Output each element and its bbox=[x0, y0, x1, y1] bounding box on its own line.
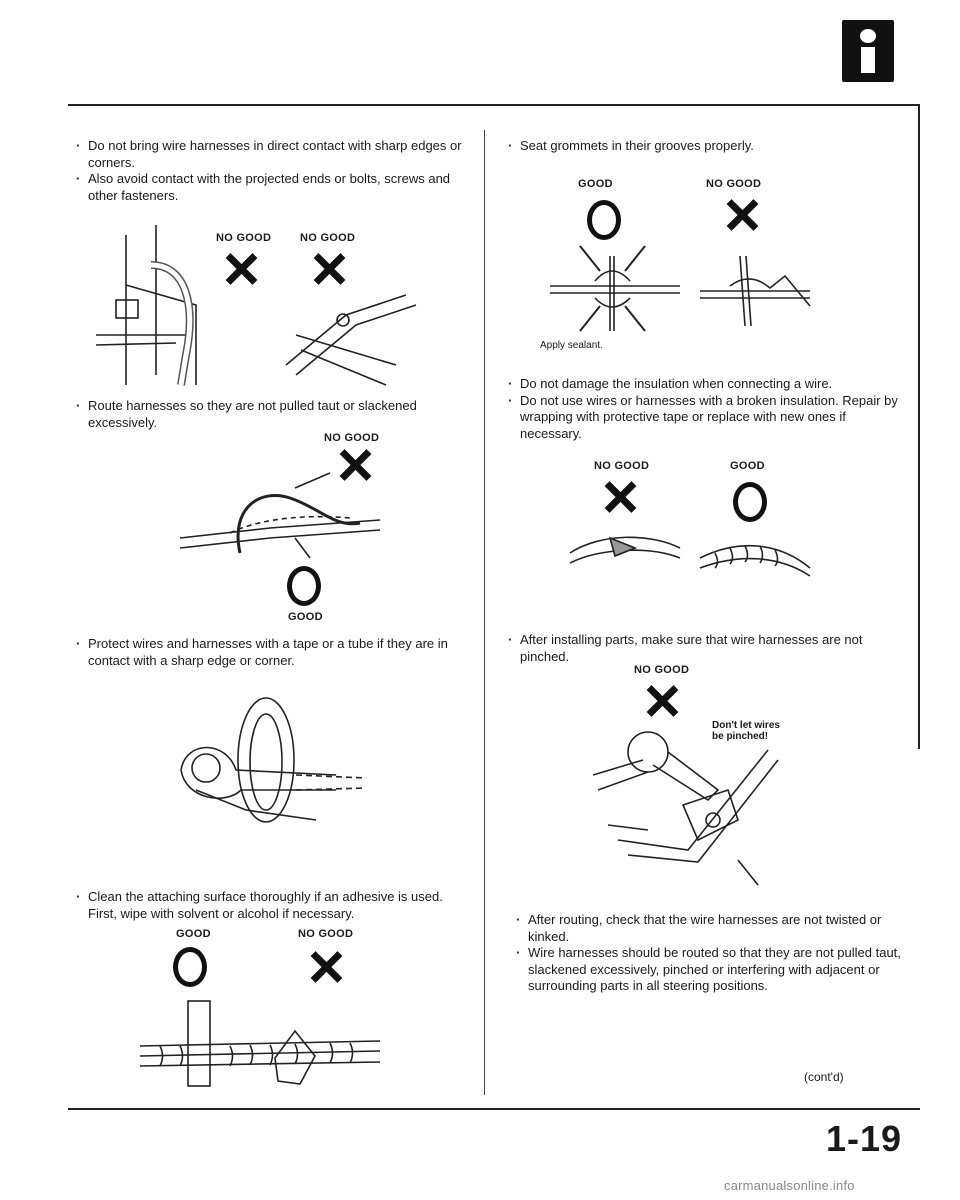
good-o-icon bbox=[587, 200, 621, 240]
good-label: GOOD bbox=[730, 460, 765, 472]
top-rule bbox=[68, 104, 920, 106]
no-good-label: NO GOOD bbox=[216, 232, 272, 244]
right-block1-text bbox=[508, 138, 898, 155]
page-number: 1-19 bbox=[826, 1118, 903, 1159]
left-block4-text bbox=[76, 889, 466, 922]
insulation-illustration bbox=[560, 518, 820, 578]
bottom-rule bbox=[68, 1108, 920, 1110]
footer-watermark-url: carmanualsonline.info bbox=[724, 1178, 855, 1193]
bullet-item: · After installing parts, make sure that wire harnesses are not pinched. bbox=[508, 632, 898, 665]
no-good-x-icon bbox=[645, 684, 679, 718]
left-block3-text bbox=[76, 636, 466, 669]
sharp-edge-illustration bbox=[96, 225, 426, 390]
apply-sealant-caption: Apply sealant. bbox=[540, 340, 603, 351]
harness-tension-illustration bbox=[170, 468, 390, 568]
no-good-label: NO GOOD bbox=[300, 232, 356, 244]
tube-protection-illustration bbox=[166, 690, 386, 840]
left-block2-text bbox=[76, 398, 466, 431]
bullet-item: · Do not use wires or harnesses with a broken insulation. Repair by wrapping with protective tape or replace with new ones if necessary. bbox=[508, 393, 903, 443]
bullet-item: · Protect wires and harnesses with a tape or a tube if they are in contact with a sharp edge or corner. bbox=[76, 636, 466, 669]
bullet-item: · Do not damage the insulation when connecting a wire. bbox=[508, 376, 903, 393]
bullet-item: · After routing, check that the wire harnesses are not twisted or kinked. bbox=[516, 912, 906, 945]
right-rule bbox=[918, 104, 920, 749]
adhesive-clamp-illustration bbox=[130, 996, 390, 1091]
good-o-icon bbox=[287, 566, 321, 606]
pinched-harness-illustration bbox=[588, 730, 788, 890]
left-block1-text bbox=[76, 138, 466, 204]
no-good-label: NO GOOD bbox=[324, 432, 380, 444]
good-label: GOOD bbox=[288, 611, 323, 623]
right-block3-text bbox=[508, 632, 898, 665]
bullet-item: · Seat grommets in their grooves properly. bbox=[508, 138, 898, 155]
good-label: GOOD bbox=[578, 178, 613, 190]
no-good-label: NO GOOD bbox=[298, 928, 354, 940]
grommet-illustration bbox=[540, 236, 820, 336]
bullet-item: · Do not bring wire harnesses in direct contact with sharp edges or corners. bbox=[76, 138, 466, 171]
continued-label: (cont'd) bbox=[804, 1070, 844, 1084]
bullet-item: · Clean the attaching surface thoroughly if an adhesive is used. First, wipe with solvent or alcohol if necessary. bbox=[76, 889, 466, 922]
bullet-item: · Also avoid contact with the projected ends or bolts, screws and other fasteners. bbox=[76, 171, 466, 204]
callout-text: Don't let wires be pinched! bbox=[712, 720, 780, 742]
column-divider bbox=[484, 130, 485, 1095]
no-good-label: NO GOOD bbox=[634, 664, 690, 676]
right-block4-text bbox=[516, 912, 906, 995]
no-good-x-icon bbox=[309, 950, 343, 984]
bullet-item: · Route harnesses so they are not pulled taut or slackened excessively. bbox=[76, 398, 466, 431]
no-good-label: NO GOOD bbox=[706, 178, 762, 190]
right-block2-text bbox=[508, 376, 903, 442]
no-good-x-icon bbox=[603, 480, 637, 514]
no-good-x-icon bbox=[725, 198, 759, 232]
no-good-label: NO GOOD bbox=[594, 460, 650, 472]
info-icon bbox=[842, 20, 894, 82]
good-o-icon bbox=[173, 947, 207, 987]
good-o-icon bbox=[733, 482, 767, 522]
bullet-item: · Wire harnesses should be routed so that they are not pulled taut, slackened excessively, pinched or interfering with adjacent or surrounding parts in all steering positions. bbox=[516, 945, 906, 995]
good-label: GOOD bbox=[176, 928, 211, 940]
